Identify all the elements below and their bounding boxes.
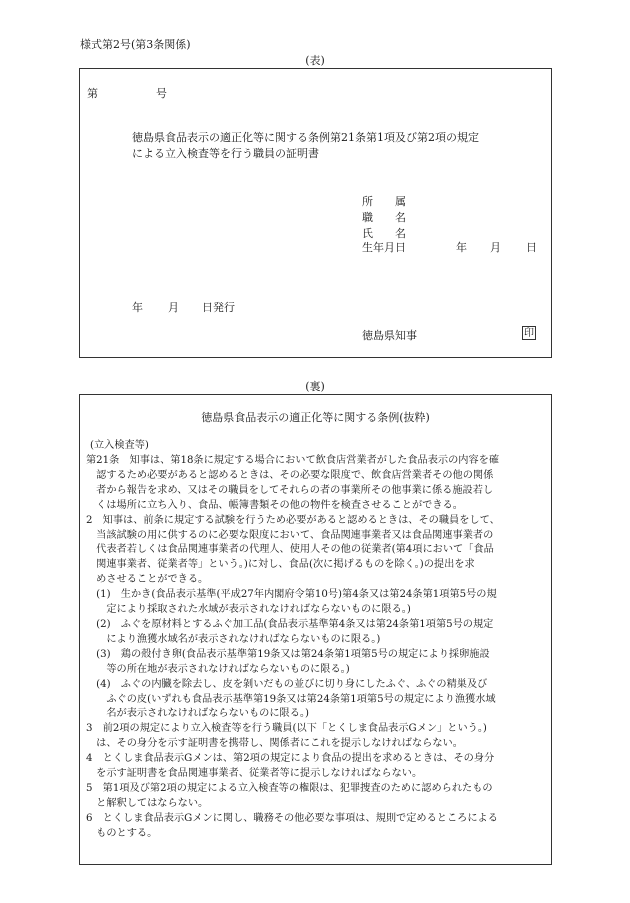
certificate-title-line1: 徳島県食品表示の適正化等に関する条例第21条第1項及び第2項の規定: [132, 131, 479, 144]
seal-stamp: 印: [524, 328, 534, 339]
article-line: ものとする。: [86, 827, 158, 839]
ordinance-title: 徳島県食品表示の適正化等に関する条例(抜粋): [201, 411, 430, 424]
article-line: (1) 生かき(食品表示基準(平成27年内閣府令第10号)第4条又は第24条第1項第5号の規: [86, 589, 497, 601]
field-affiliation-label: 所 属: [362, 195, 406, 208]
article-line: 代表者若しくは食品関連事業者の代理人、使用人その他の従業者(第4項において「食品: [86, 544, 494, 556]
article-line: を示す証明書を食品関連事業者、従業者等に提示しなければならない。: [86, 768, 423, 780]
certificate-back: [79, 394, 552, 865]
article-line: (2) ふぐを原材料とするふぐ加工品(食品表示基準第4条又は第24条第1項第5号の規定: [86, 618, 494, 630]
article-line: 認するため必要があると認めるときは、その必要な限度で、飲食店営業者その他の関係: [86, 469, 494, 481]
front-side-label: (表): [305, 54, 325, 67]
article-line: 第21条 知事は、第18条に規定する場合において飲食店営業者がした食品表示の内容を確: [86, 455, 500, 466]
article-line: (4) ふぐの内臓を除去し、皮を剝いだもの並びに切り身にしたふぐ、ふぐの精巣及び: [86, 678, 488, 690]
article-line: めさせることができる。: [86, 574, 209, 586]
certificate-front: [79, 68, 552, 358]
article-line: 関連事業者、従業者等」という。)に対し、食品(次に掲げるものを除く。)の提出を求: [86, 559, 475, 571]
birthdate-month-label: 月: [490, 241, 501, 254]
number-suffix: 号: [156, 87, 167, 100]
article-line: は、その身分を示す証明書を携帯し、関係者にこれを提示しなければならない。: [86, 738, 463, 750]
article-line: 2 知事は、前条に規定する試験を行うため必要があると認めるときは、その職員をして、: [86, 514, 500, 526]
birthdate-year-label: 年: [456, 241, 467, 254]
field-position-label: 職 名: [362, 211, 406, 224]
article-line: により漁獲水域名が表示されなければならないものに限る。): [86, 633, 381, 645]
back-side-label: (裏): [305, 380, 325, 393]
field-name-label: 氏 名: [362, 227, 406, 240]
field-birthdate-label: 生年月日: [362, 241, 406, 254]
article-line: くは場所に立ち入り、食品、帳簿書類その他の物件を検査させることができる。: [86, 499, 463, 511]
birthdate-day-label: 日: [526, 241, 537, 254]
number-prefix: 第: [87, 87, 98, 100]
issue-year-label: 年: [132, 301, 143, 314]
article-line: 等の所在地が表示されなければならないものに限る。): [86, 663, 350, 675]
article-text: [86, 454, 500, 842]
article-line: 当該試験の用に供するのに必要な限度において、食品関連事業者又は食品関連事業者の: [86, 529, 494, 541]
article-heading: (立入検査等): [90, 440, 149, 451]
form-number-label: 様式第2号(第3条関係): [80, 38, 191, 51]
article-line: 定により採取された水域が表示されなければならないものに限る。): [86, 604, 411, 616]
article-line: ふぐの皮(いずれも食品表示基準第19条又は第24条第1項第5号の規定により漁獲水域: [86, 693, 496, 705]
article-line: 3 前2項の規定により立入検査等を行う職員(以下「とくしま食品表示Gメン」という。): [86, 723, 487, 735]
article-line: (3) 鶏の殻付き卵(食品表示基準第19条又は第24条第1項第5号の規定により採卵施設: [86, 648, 490, 660]
issuer-label: 徳島県知事: [362, 329, 417, 342]
certificate-title-line2: による立入検査等を行う職員の証明書: [132, 147, 319, 160]
article-line: と解釈してはならない。: [86, 797, 209, 809]
article-line: 6 とくしま食品表示Gメンに関し、職務その他必要な事項は、規則で定めるところによる: [86, 812, 498, 824]
issue-day-label: 日発行: [202, 301, 235, 314]
article-line: 名が表示されなければならないものに限る。): [86, 708, 309, 720]
article-line: 5 第1項及び第2項の規定による立入検査等の権限は、犯罪捜査のために認められたもの: [86, 782, 493, 794]
issue-month-label: 月: [168, 301, 179, 314]
article-line: 4 とくしま食品表示Gメンは、第2項の規定により食品の提出を求めるときは、その身分: [86, 753, 495, 765]
article-line: 者から報告を求め、又はその職員をしてそれらの者の事業所その他事業に係る施設若し: [86, 484, 494, 496]
